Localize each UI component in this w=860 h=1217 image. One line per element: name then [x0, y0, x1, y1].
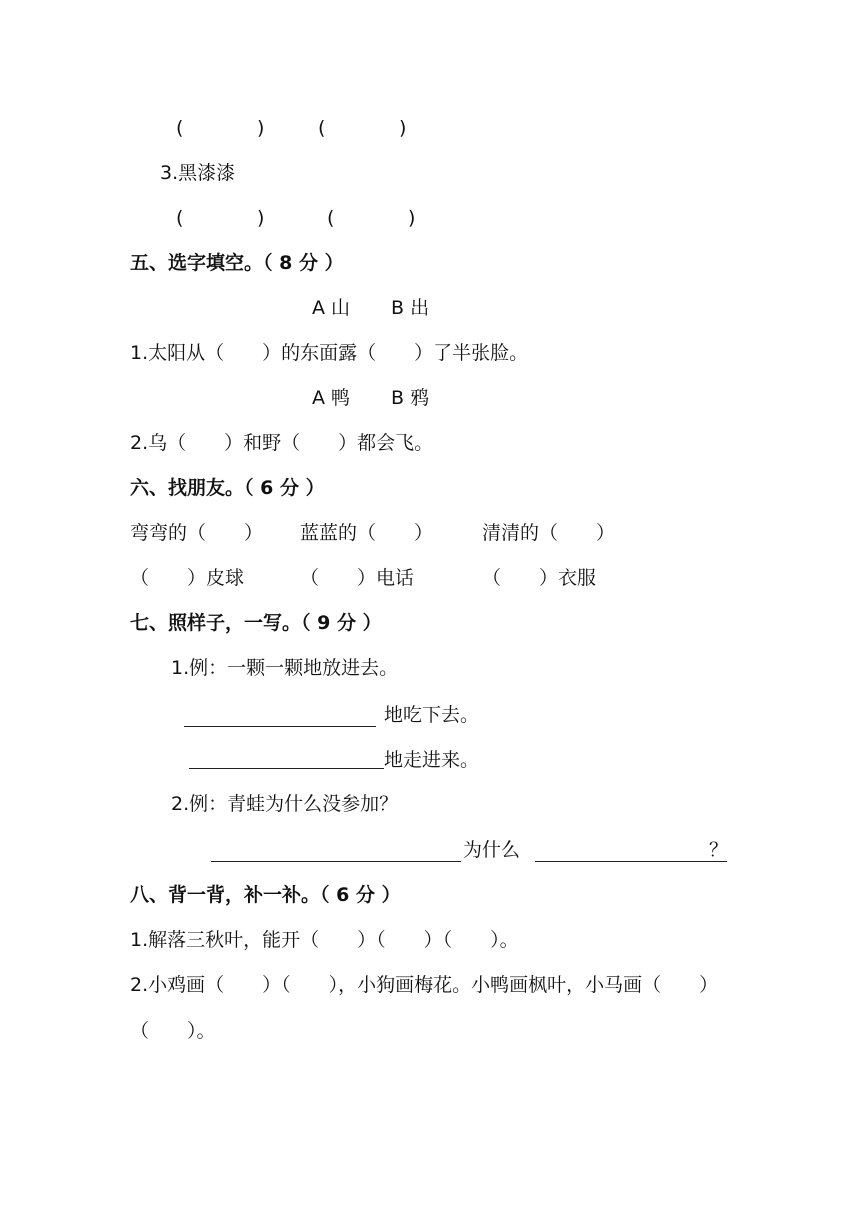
- paren-close: ): [408, 207, 416, 229]
- answer-blank[interactable]: [189, 768, 384, 769]
- example-2-middle-text: 为什么: [463, 839, 521, 861]
- section-8-question-1: 1.解落三秋叶，能开（ ）（ ）（ ）。: [130, 929, 519, 951]
- section-5-question-2: 2.乌（ ）和野（ ）都会飞。: [130, 432, 434, 454]
- section-5-question-1: 1.太阳从（ ）的东面露（ ）了半张脸。: [130, 342, 529, 364]
- paren-close: ): [399, 117, 407, 139]
- match-item: （ ）电话: [300, 567, 415, 589]
- paren-close: ): [257, 207, 265, 229]
- paren-open: (: [176, 207, 184, 229]
- match-item: 弯弯的（ ）: [130, 522, 264, 544]
- section-7-heading: 七、照样子，一写。（ 9 分 ）: [130, 612, 382, 634]
- example-1-line-1-suffix: 地吃下去。: [384, 704, 480, 726]
- section-5-heading: 五、选字填空。（ 8 分 ）: [130, 252, 344, 274]
- option-a: A 鸭: [312, 387, 351, 409]
- section-6-heading: 六、找朋友。（ 6 分 ）: [130, 477, 325, 499]
- answer-blank[interactable]: [211, 861, 461, 862]
- paren-open: (: [176, 117, 184, 139]
- paren-open: (: [318, 117, 326, 139]
- match-item: 蓝蓝的（ ）: [300, 522, 434, 544]
- example-1: 1.例：一颗一颗地放进去。: [171, 657, 399, 679]
- match-item: （ ）皮球: [130, 567, 245, 589]
- example-2: 2.例：青蛙为什么没参加？: [171, 793, 399, 815]
- paren-close: ): [257, 117, 265, 139]
- item-3-label: 3.黑漆漆: [160, 162, 236, 184]
- match-item: 清清的（ ）: [482, 522, 616, 544]
- section-8-heading: 八、背一背，补一补。（ 6 分 ）: [130, 884, 401, 906]
- example-2-question-mark: ？: [709, 839, 729, 861]
- option-b: B 出: [391, 297, 430, 319]
- match-item: （ ）衣服: [482, 567, 597, 589]
- answer-blank[interactable]: [184, 726, 376, 727]
- example-1-line-2-suffix: 地走进来。: [384, 749, 480, 771]
- section-8-question-2: 2.小鸡画（ ）（ ），小狗画梅花。小鸭画枫叶，小马画（ ）: [130, 974, 719, 996]
- section-8-question-2-continued: （ ）。: [130, 1020, 216, 1042]
- answer-blank[interactable]: [535, 861, 727, 862]
- option-a: A 山: [312, 297, 351, 319]
- option-b: B 鸦: [391, 387, 430, 409]
- paren-open: (: [327, 207, 335, 229]
